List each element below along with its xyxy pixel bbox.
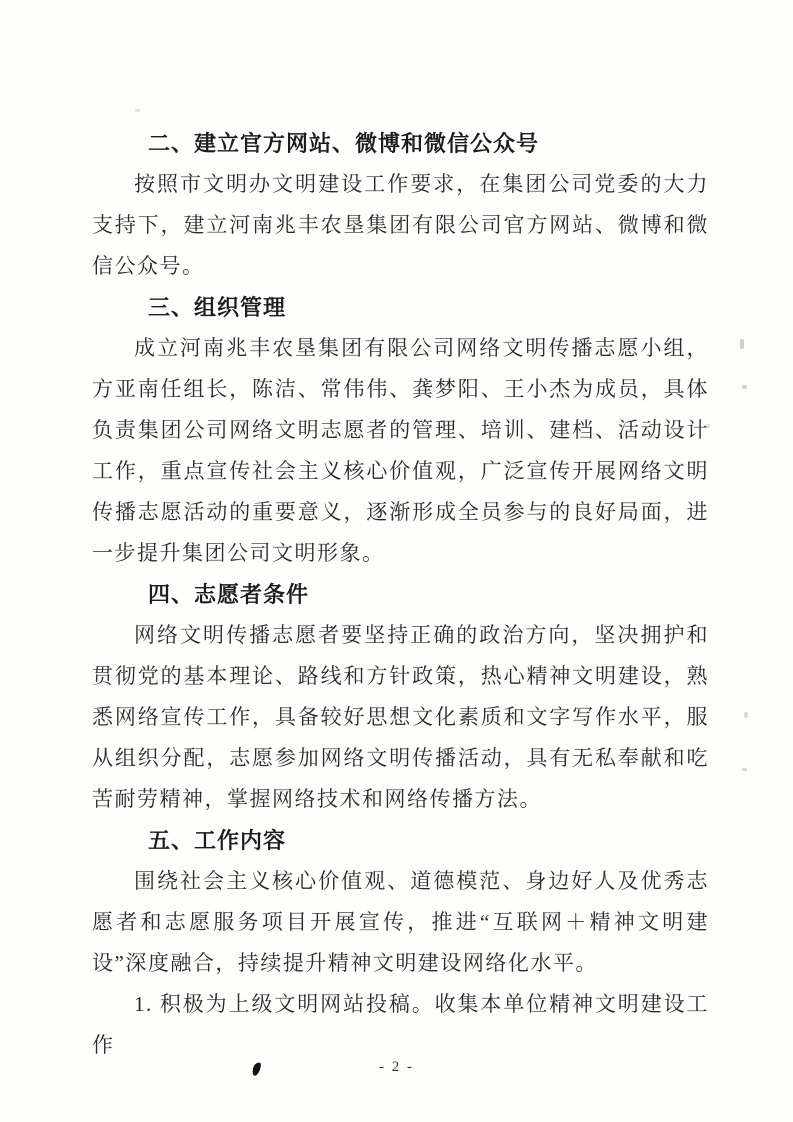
scan-speck [740, 339, 744, 349]
scan-speck [744, 712, 748, 718]
paragraph: 围绕社会主义核心价值观、道德模范、身边好人及优秀志愿者和志愿服务项目开展宣传，推进“互联网＋精神文明建设”深度融合，持续提升精神文明建设网络化水平。 [92, 869, 709, 975]
scan-speck [706, 424, 710, 428]
page-number: - 2 - [379, 1059, 414, 1075]
section-build-website [92, 123, 709, 287]
section-heading: 五、工作内容 [148, 828, 287, 853]
scan-speck [135, 109, 140, 112]
section-heading: 二、建立官方网站、微博和微信公众号 [148, 131, 540, 156]
document-body [92, 123, 709, 1066]
scan-speck [742, 768, 747, 771]
section-heading: 四、志愿者条件 [148, 582, 310, 607]
page-footer [0, 1058, 793, 1076]
section-volunteer-requirements [92, 574, 709, 820]
paragraph: 成立河南兆丰农垦集团有限公司网络文明传播志愿小组，方亚南任组长，陈洁、常伟伟、龚梦阳、王小杰为成员，具体负责集团公司网络文明志愿者的管理、培训、建档、活动设计工作，重点宣传社会主义核心价值观，广泛宣传开展网络文明传播志愿活动的重要意义，逐渐形成全员参与的良好局面，进一步提升集团公司文明形象。 [92, 336, 709, 565]
section-work-content [92, 820, 709, 1066]
section-organization-management [92, 287, 709, 574]
numbered-item: 1. 积极为上级文明网站投稿。收集本单位精神文明建设工作 [92, 992, 709, 1057]
paragraph: 网络文明传播志愿者要坚持正确的政治方向，坚决拥护和贯彻党的基本理论、路线和方针政策，热心精神文明建设，熟悉网络宣传工作，具备较好思想文化素质和文字写作水平，服从组织分配，志愿参加网络文明传播活动，具有无私奉献和吃苦耐劳精神，掌握网络技术和网络传播方法。 [92, 623, 709, 811]
scan-speck [742, 385, 747, 389]
paragraph: 按照市文明办文明建设工作要求，在集团公司党委的大力支持下，建立河南兆丰农垦集团有限公司官方网站、微博和微信公众号。 [92, 172, 709, 278]
section-heading: 三、组织管理 [148, 295, 287, 320]
